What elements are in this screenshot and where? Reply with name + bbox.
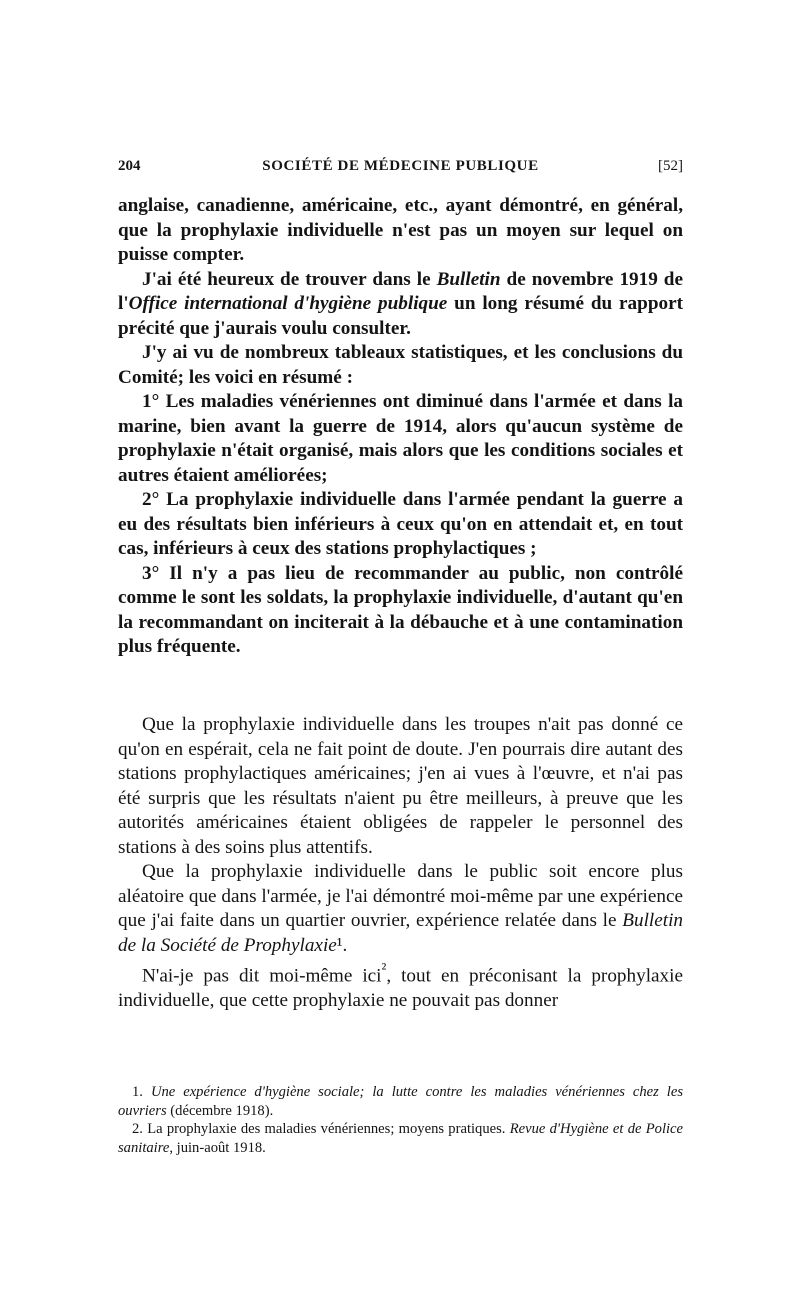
- running-header: [118, 158, 683, 184]
- italic-run: Une expérience d'hygiène sociale; la lutte contre les maladies vénériennes chez les ouvriers: [118, 1084, 684, 1119]
- text-run: Que la prophylaxie individuelle dans le public soit encore plus aléatoire que dans l'armée, je l'ai démontré moi-même par une expérience que j'ai faite dans un quartier ouvrier, expérience relatée dans le: [118, 861, 683, 931]
- footnote-1: [118, 1083, 683, 1120]
- regular-block: [118, 713, 683, 1013]
- text-run: J'ai été heureux de trouver dans le: [142, 268, 437, 290]
- text-run: , tout en préconisant la prophylaxie individuelle, que cette prophylaxie ne pouvait pas donner: [118, 965, 683, 1011]
- italic-run: Office international d'hygiène publique: [128, 293, 448, 314]
- text-run: N'ai-je pas dit moi-même ici: [142, 965, 382, 987]
- paragraph: Que la prophylaxie individuelle dans les troupes n'ait pas donné ce qu'on en espérait, cela ne fait point de doute. J'en pourrais dire autant des stations prophylactiques américaines; j'en ai vues à l'œuvre, et n'ai pas été surpris que les résultats n'aient pu être meilleurs, à preuve que les autorités américaines étaient obligées de rappeler le personnel des stations à des soins plus attentifs.: [118, 714, 683, 858]
- footnote-ref: ²: [381, 961, 387, 978]
- text-run: La prophylaxie des maladies vénériennes; moyens pratiques.: [147, 1121, 510, 1137]
- paragraph: J'y ai vu de nombreux tableaux statistiques, et les conclusions du Comité; les voici en résumé :: [118, 342, 683, 388]
- paragraph: 1° Les maladies vénériennes ont diminué dans l'armée et dans la marine, bien avant la guerre de 1914, alors qu'aucun système de prophylaxie n'était organisé, mais alors que les conditions sociales et autres étaient améliorées;: [118, 391, 683, 486]
- section-mark: [52]: [658, 158, 683, 174]
- italic-run: Bulletin de la Société de Prophylaxie: [118, 910, 683, 956]
- footnote-number: 1.: [132, 1084, 151, 1100]
- text-run: (décembre 1918).: [166, 1102, 274, 1119]
- paragraph: [118, 268, 683, 342]
- text-run: de novembre 1919 de l': [118, 268, 683, 314]
- page-number: 204: [118, 158, 141, 174]
- footnotes: [118, 1083, 683, 1157]
- paragraph: 3° Il n'y a pas lieu de recommander au public, non contrôlé comme le sont les soldats, la prophylaxie individuelle, d'autant qu'en la recommandant on inciterait à la débauche et à une contamination plus fréquente.: [118, 562, 683, 657]
- paragraph: anglaise, canadienne, américaine, etc., ayant démontré, en général, que la prophylaxie individuelle n'est pas un moyen sur lequel on puisse compter.: [118, 195, 683, 265]
- bold-quoted-block: [118, 194, 683, 660]
- text-run: , juin-août 1918.: [169, 1139, 266, 1156]
- footnote-number: 2.: [132, 1121, 148, 1137]
- footnote-ref: ¹.: [336, 934, 348, 956]
- paragraph: [118, 860, 683, 958]
- italic-run: Bulletin: [436, 268, 501, 290]
- paragraph: 2° La prophylaxie individuelle dans l'armée pendant la guerre a eu des résultats bien inférieurs à ceux qu'on en attendait et, en tout cas, inférieurs à ceux des stations prophylactiques ;: [118, 489, 683, 559]
- paragraph: [118, 958, 683, 1013]
- italic-run: Revue d'Hygiène et de Police sanitaire: [118, 1121, 684, 1156]
- text-run: un long résumé du rapport précité que j'aurais voulu consulter.: [118, 293, 683, 339]
- footnote-2: [118, 1120, 683, 1157]
- running-title: SOCIÉTÉ DE MÉDECINE PUBLIQUE: [262, 158, 539, 174]
